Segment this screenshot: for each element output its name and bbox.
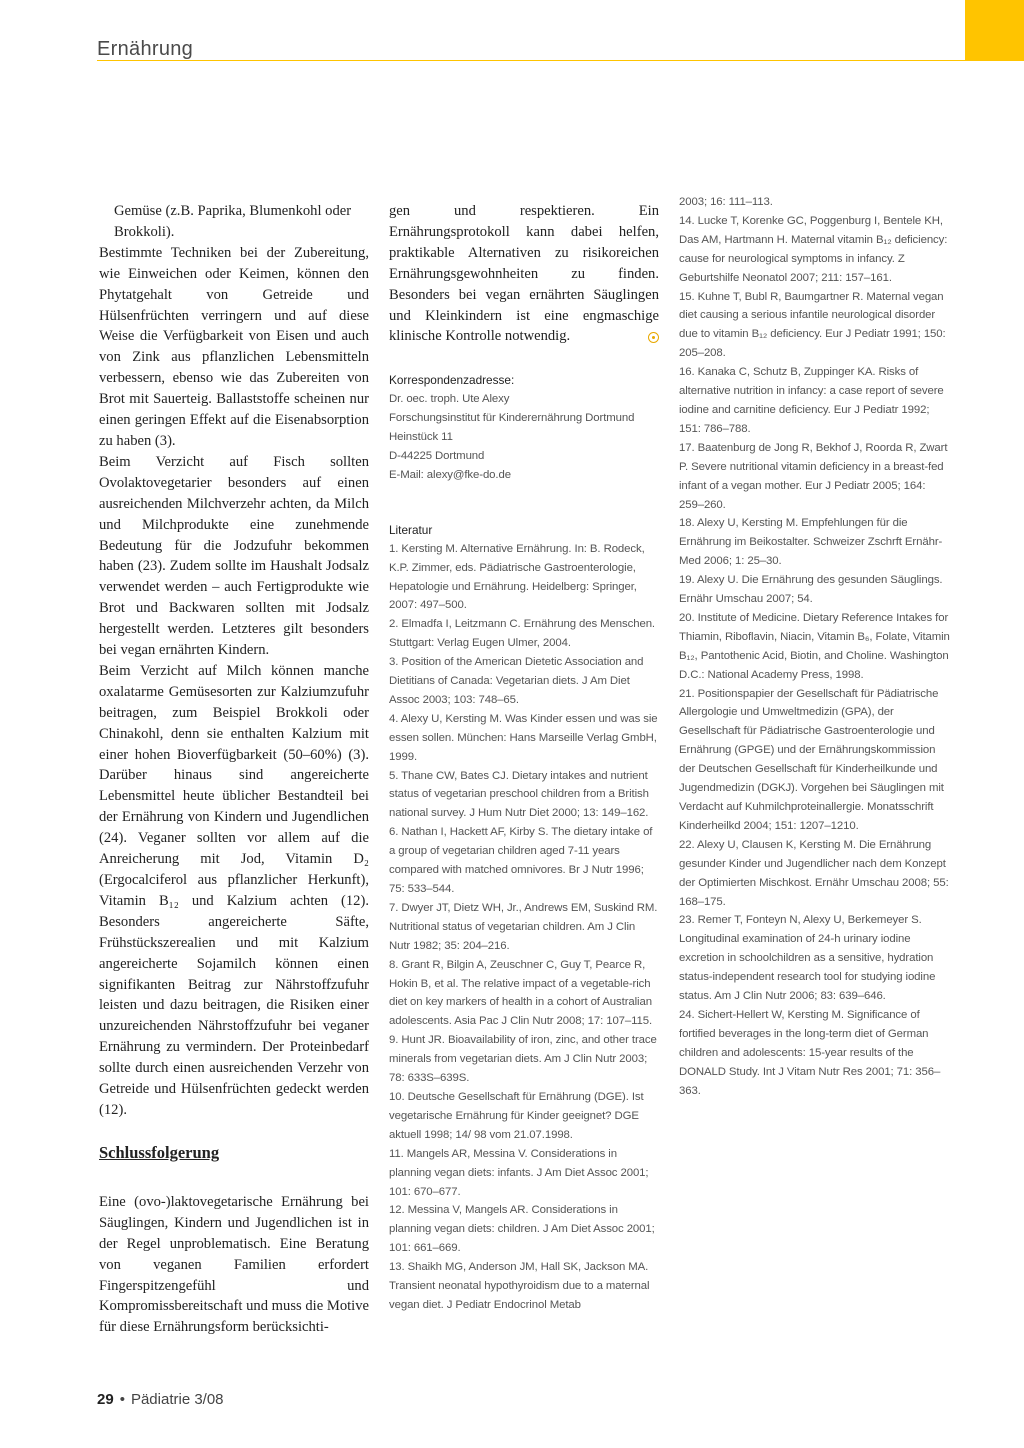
contact-heading: Korrespondenzadresse: (389, 373, 515, 388)
paragraph: Bestimmte Techniken bei der Zubereitung, wie Einweichen oder Keimen, können den Phytatgehalt von Getreide und Hülsenfrüchten verringern und auf diese Weise die Verfügbarkeit von Eisen und auch von Zink aus pflanzlichen Lebensmitteln verbessern, ebenso wie das Zubereiten von Brot mit Sauerteig. Ballaststoffe scheinen nur einen geringen Effekt auf die Eisenabsorption zu haben (3). (99, 244, 369, 449)
reference-item: 15. Kuhne T, Bubl R, Baumgartner R. Maternal vegan diet causing a serious infantile neurological disorder due to vitamin B₁₂ deficiency. Eur J Pediatr 1991; 150: 205–208. (679, 290, 946, 360)
reference-item: 20. Institute of Medicine. Dietary Reference Intakes for Thiamin, Riboflavin, Niacin, Vitamin B₆, Folate, Vitamin B₁₂, Pantothenic Acid, Biotin, and Choline. Washington D.C.: National Academy Press, 1998. (679, 611, 950, 681)
reference-item: 12. Messina V, Mangels AR. Considerations in planning vegan diets: children. J Am Diet Assoc 2001; 101: 661–669. (389, 1204, 655, 1255)
reference-item: 18. Alexy U, Kersting M. Empfehlungen für die Ernährung im Beikostalter. Schweizer Zschrft Ernähr-Med 2006; 1: 25–30. (679, 517, 943, 568)
reference-item: 21. Positionspapier der Gesellschaft für Pädiatrische Allergologie und Umweltmedizin (GPA), der Gesellschaft für Pädiatrische Gastroenterologie und Ernährung (GPGE) und der Ernährungskommission der Deutschen Gesellschaft für Kinderheilkunde und Jugendmedizin (DGKJ). Vorgehen bei Säuglingen mit Verdacht auf Kuhmilchproteinallergie. Monatsschrift Kinderheilkd 2004; 151: 1207–1210. (679, 687, 944, 832)
paragraph-text: gen und respektieren. Ein Ernährungsprotokoll kann dabei helfen, praktikable Alternativen zu risikoreichen Ernährungsgewohnheiten zu finden. Besonders bei vegan ernährten Säuglingen und Kleinkindern ist eine engmaschige klinische Kontrolle notwendig. (389, 203, 659, 345)
reference-item: 8. Grant R, Bilgin A, Zeuschner C, Guy T, Pearce R, Hokin B, et al. The relative impact of a vegetable-rich diet on key markers of health in a cohort of Australian adolescents. Asia Pac J Clin Nutr 2008; 17: 107–115. (389, 958, 653, 1028)
column-2 (389, 201, 659, 1315)
reference-item: 2003; 16: 111–113. (679, 196, 773, 208)
reference-item: 13. Shaikh MG, Anderson JM, Hall SK, Jackson MA. Transient neonatal hypothyroidism due to a maternal vegan diet. J Pediatr Endocrinol Metab (389, 1261, 650, 1311)
contact-line: Forschungsinstitut für Kinderernährung Dortmund (389, 412, 635, 425)
reference-item: 6. Nathan I, Hackett AF, Kirby S. The dietary intake of a group of vegetarian children aged 7-11 years compared with matched omnivores. Br J Nutr 1996; 75: 533–544. (389, 826, 653, 895)
contact-block (389, 371, 659, 484)
reference-item: 5. Thane CW, Bates CJ. Dietary intakes and nutrient status of vegetarian preschool children from a British national survey. J Hum Nutr Diet 2000; 13: 149–162. (389, 769, 649, 820)
contact-line: Heinstück 11 (389, 431, 453, 444)
reference-item: 11. Mangels AR, Messina V. Considerations in planning vegan diets: infants. J Am Diet Assoc 2001; 101: 670–677. (389, 1147, 649, 1198)
reference-item: 16. Kanaka C, Schutz B, Zuppinger KA. Risks of alternative nutrition in infancy: a case report of severe iodine and carnitine deficiency. Eur J Pediatr 1992; 151: 786–788. (679, 366, 944, 435)
paragraph: Beim Verzicht auf Fisch sollten Ovolaktovegetarier besonders auf einen ausreichenden Milchverzehr achten, da Milch und Milchprodukte eine zunehmende Bedeutung für die Jodzufuhr bekommen haben (23). Zudem sollte im Haushalt Jodsalz verwendet werden – auch Fertigprodukte wie Brot und Backwaren sollten mit Jodsalz hergestellt werden. Letzteres gilt besonders bei vegan ernährten Kindern. (99, 453, 369, 659)
reference-item: 19. Alexy U. Die Ernährung des gesunden Säuglings. Ernähr Umschau 2007; 54. (679, 574, 943, 606)
conclusion-heading: Schlussfolgerung (99, 1142, 220, 1162)
section-color-tab (965, 0, 1024, 60)
reference-item: 14. Lucke T, Korenke GC, Poggenburg I, Bentele KH, Das AM, Hartmann H. Maternal vitamin B₁₂ deficiency: cause for neurological symptoms in infancy. Z Geburtshilfe Neonatol 2007; 211: 157–161. (679, 214, 948, 284)
reference-item: 3. Position of the American Dietetic Association and Dietitians of Canada: Vegetarian diets. J Am Diet Assoc 2003; 103: 748–65. (389, 656, 644, 706)
references-heading: Literatur (389, 522, 433, 537)
list-continuation: Gemüse (z.B. Paprika, Blumenkohl oder Brokkoli). (114, 203, 352, 240)
reference-item: 10. Deutsche Gesellschaft für Ernährung (DGE). Ist vegetarische Ernährung für Kinder geeignet? DGE aktuell 1998; 14/ 98 vom 21.07.1998. (389, 1090, 644, 1141)
paragraph (389, 201, 659, 347)
references-block (389, 521, 659, 1315)
section-title: Ernährung (97, 38, 194, 60)
header-rule (97, 60, 1024, 61)
contact-line: Dr. oec. troph. Ute Alexy (389, 393, 510, 406)
column-1 (99, 201, 369, 1338)
paragraph: Eine (ovo-)laktovegetarische Ernährung bei Säuglingen, Kindern und Jugendlichen ist in der Regel unproblematisch. Eine Beratung von veganen Familien erfordert Fingerspitzengefühl und Kompromissbereitschaft und muss die Motive für diese Ernährungsform berücksichti- (99, 1193, 369, 1336)
page-number: 29 (97, 1391, 114, 1408)
contact-email: E-Mail: alexy@fke-do.de (389, 468, 511, 481)
footer-bullet: • (119, 1391, 125, 1408)
paragraph: Beim Verzicht auf Milch können manche oxalatarme Gemüsesorten zur Kalziumzufuhr beitragen, zum Beispiel Brokkoli oder Chinakohl, denn sie enthalten Kalzium mit einer hohen Bioverfügbarkeit (50–60%) (3). Darüber hinaus sind angereicherte Lebensmittel heute üblicher Bestandteil bei der Ernährung von Kindern und Jugendlichen (24). Veganer sollten vor allem auf die Anreicherung mit Jod, Vitamin D₂ (Ergocalciferol aus pflanzlicher Herkunft), Vitamin B₁₂ und Kalzium achten (12). Besonders angereicherte Säfte, Frühstückszerealien und mit Kalzium angereicherte Sojamilch können einen signifikanten Beitrag zur Nährstoffzufuhr leisten und dazu beitragen, die Risiken einer unzureichenden Nährstoffzufuhr bei veganer Ernährung zu vermindern. Der Proteinbedarf sollte durch einen ausreichenden Verzehr von Getreide und Hülsenfrüchten gedeckt werden (12). (99, 662, 369, 1118)
contact-line: D-44225 Dortmund (389, 449, 485, 462)
journal-issue: Pädiatrie 3/08 (130, 1391, 224, 1408)
reference-item: 23. Remer T, Fonteyn N, Alexy U, Berkemeyer S. Longitudinal examination of 24-h urinary iodine excretion in schoolchildren as a sensitive, hydration status-independent research tool for studying iodine status. Am J Clin Nutr 2006; 83: 639–646. (679, 914, 936, 1003)
reference-item: 24. Sichert-Hellert W, Kersting M. Significance of fortified beverages in the long-term diet of German children and adolescents: 15-year results of the DONALD Study. Int J Vitam Nutr Res 2001; 71: 356–363. (679, 1008, 941, 1097)
reference-item: 22. Alexy U, Clausen K, Kersting M. Die Ernährung gesunder Kinder und Jugendlicher nach dem Konzept der Optimierten Mischkost. Ernähr Umschau 2008; 55: 168–175. (679, 838, 949, 908)
article-end-icon (648, 332, 659, 343)
reference-item: 2. Elmadfa I, Leitzmann C. Ernährung des Menschen. Stuttgart: Verlag Eugen Ulmer, 2004. (389, 618, 655, 650)
column-3 (679, 193, 951, 1101)
reference-item: 7. Dwyer JT, Dietz WH, Jr., Andrews EM, Suskind RM. Nutritional status of vegetarian children. Am J Clin Nutr 1982; 35: 204–216. (389, 901, 658, 952)
reference-item: 9. Hunt JR. Bioavailability of iron, zinc, and other trace minerals from vegetarian diets. Am J Clin Nutr 2003; 78: 633S–639S. (389, 1034, 657, 1085)
page-footer (97, 1391, 224, 1408)
reference-item: 1. Kersting M. Alternative Ernährung. In: B. Rodeck, K.P. Zimmer, eds. Pädiatrische Gastroenterologie, Hepatologie und Ernährung. Heidelberg: Springer, 2007: 497–500. (389, 542, 645, 612)
reference-item: 17. Baatenburg de Jong R, Bekhof J, Roorda R, Zwart P. Severe nutritional vitamin deficiency in a breast-fed infant of a vegan mother. Eur J Pediatr 2005; 164: 259–260. (679, 441, 948, 511)
reference-item: 4. Alexy U, Kersting M. Was Kinder essen und was sie essen sollen. München: Hans Marseille Verlag GmbH, 1999. (389, 712, 658, 763)
